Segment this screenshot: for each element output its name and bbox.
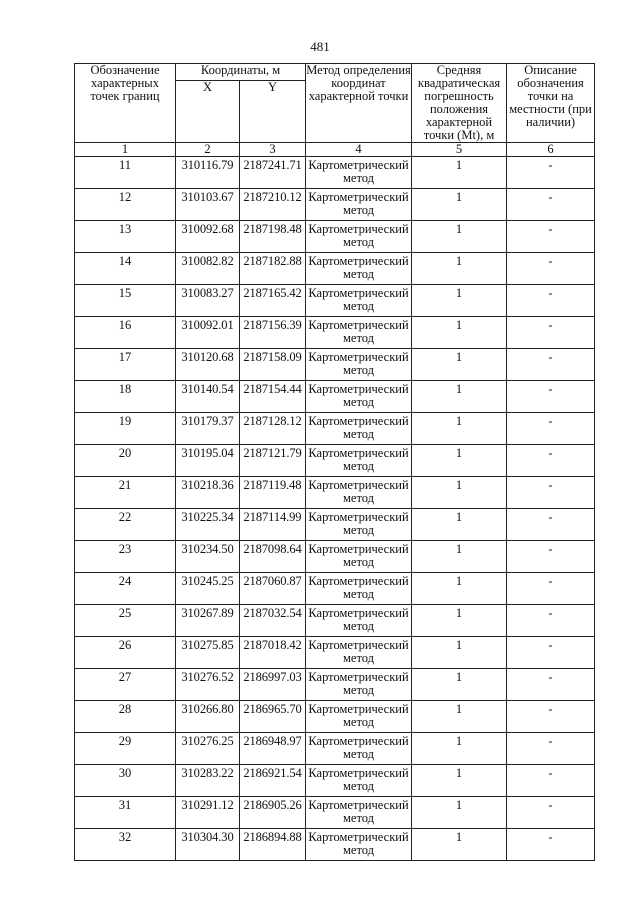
method-cell <box>306 477 412 509</box>
method-line-1: Картометрический <box>308 382 409 396</box>
method-cell <box>306 349 412 381</box>
method-line-1: Картометрический <box>308 798 409 812</box>
table-row <box>75 189 595 221</box>
method-line-1: Картометрический <box>308 606 409 620</box>
error-value: 1 <box>412 477 507 509</box>
point-number: 15 <box>75 285 176 317</box>
table-row <box>75 381 595 413</box>
table-row <box>75 541 595 573</box>
description-value: - <box>507 509 595 541</box>
method-line-2: метод <box>343 267 375 281</box>
header-error: Средняя квадратическая погрешность положения характерной точки (Mt), м <box>412 64 507 143</box>
point-number: 17 <box>75 349 176 381</box>
coordinate-y: 2187198.48 <box>240 221 306 253</box>
method-cell <box>306 765 412 797</box>
coordinate-x: 310275.85 <box>176 637 240 669</box>
coordinate-x: 310120.68 <box>176 349 240 381</box>
point-number: 30 <box>75 765 176 797</box>
description-value: - <box>507 349 595 381</box>
description-value: - <box>507 221 595 253</box>
header-row <box>75 64 595 81</box>
coordinate-y: 2187210.12 <box>240 189 306 221</box>
point-number: 12 <box>75 189 176 221</box>
coordinate-y: 2187018.42 <box>240 637 306 669</box>
point-number: 27 <box>75 669 176 701</box>
column-number: 4 <box>306 143 412 157</box>
header-x: X <box>176 81 240 143</box>
error-value: 1 <box>412 381 507 413</box>
method-line-2: метод <box>343 843 375 857</box>
coordinate-y: 2187060.87 <box>240 573 306 605</box>
point-number: 20 <box>75 445 176 477</box>
column-number: 2 <box>176 143 240 157</box>
method-line-1: Картометрический <box>308 766 409 780</box>
method-cell <box>306 541 412 573</box>
table-row <box>75 317 595 349</box>
method-line-2: метод <box>343 459 375 473</box>
coordinate-x: 310092.01 <box>176 317 240 349</box>
error-value: 1 <box>412 157 507 189</box>
method-line-2: метод <box>343 203 375 217</box>
point-number: 22 <box>75 509 176 541</box>
method-cell <box>306 573 412 605</box>
point-number: 16 <box>75 317 176 349</box>
coordinate-x: 310195.04 <box>176 445 240 477</box>
table-row <box>75 573 595 605</box>
table-row <box>75 797 595 829</box>
error-value: 1 <box>412 317 507 349</box>
table-row <box>75 477 595 509</box>
table-row <box>75 413 595 445</box>
table-row <box>75 605 595 637</box>
table-row <box>75 157 595 189</box>
table-row <box>75 733 595 765</box>
table-row <box>75 445 595 477</box>
method-line-1: Картометрический <box>308 414 409 428</box>
method-line-1: Картометрический <box>308 158 409 172</box>
coordinate-y: 2186905.26 <box>240 797 306 829</box>
method-line-1: Картометрический <box>308 350 409 364</box>
method-line-2: метод <box>343 811 375 825</box>
method-line-2: метод <box>343 683 375 697</box>
description-value: - <box>507 541 595 573</box>
coordinate-y: 2187098.64 <box>240 541 306 573</box>
point-number: 31 <box>75 797 176 829</box>
description-value: - <box>507 477 595 509</box>
coordinate-x: 310092.68 <box>176 221 240 253</box>
error-value: 1 <box>412 637 507 669</box>
point-number: 28 <box>75 701 176 733</box>
method-cell <box>306 829 412 861</box>
description-value: - <box>507 413 595 445</box>
description-value: - <box>507 157 595 189</box>
point-number: 24 <box>75 573 176 605</box>
coordinate-x: 310140.54 <box>176 381 240 413</box>
header-description: Описание обозначения точки на местности (при наличии) <box>507 64 595 143</box>
method-cell <box>306 285 412 317</box>
method-line-1: Картометрический <box>308 638 409 652</box>
point-number: 29 <box>75 733 176 765</box>
method-cell <box>306 381 412 413</box>
method-line-2: метод <box>343 491 375 505</box>
method-line-1: Картометрический <box>308 222 409 236</box>
method-line-1: Картометрический <box>308 574 409 588</box>
description-value: - <box>507 701 595 733</box>
error-value: 1 <box>412 253 507 285</box>
error-value: 1 <box>412 701 507 733</box>
description-value: - <box>507 765 595 797</box>
coordinate-x: 310225.34 <box>176 509 240 541</box>
table-row <box>75 253 595 285</box>
table-row <box>75 829 595 861</box>
method-line-1: Картометрический <box>308 702 409 716</box>
method-line-2: метод <box>343 555 375 569</box>
description-value: - <box>507 669 595 701</box>
error-value: 1 <box>412 829 507 861</box>
coordinate-x: 310276.25 <box>176 733 240 765</box>
method-cell <box>306 797 412 829</box>
error-value: 1 <box>412 189 507 221</box>
header-y: Y <box>240 81 306 143</box>
table-body <box>75 157 595 861</box>
method-line-1: Картометрический <box>308 734 409 748</box>
coordinate-y: 2186948.97 <box>240 733 306 765</box>
coordinate-x: 310083.27 <box>176 285 240 317</box>
description-value: - <box>507 829 595 861</box>
method-line-2: метод <box>343 235 375 249</box>
description-value: - <box>507 189 595 221</box>
column-number: 6 <box>507 143 595 157</box>
method-line-2: метод <box>343 363 375 377</box>
error-value: 1 <box>412 413 507 445</box>
error-value: 1 <box>412 605 507 637</box>
error-value: 1 <box>412 669 507 701</box>
method-line-1: Картометрический <box>308 446 409 460</box>
table-row <box>75 765 595 797</box>
error-value: 1 <box>412 765 507 797</box>
coordinate-x: 310266.80 <box>176 701 240 733</box>
description-value: - <box>507 797 595 829</box>
column-number: 3 <box>240 143 306 157</box>
coordinate-x: 310234.50 <box>176 541 240 573</box>
coordinate-x: 310291.12 <box>176 797 240 829</box>
coordinate-x: 310245.25 <box>176 573 240 605</box>
coordinate-y: 2187241.71 <box>240 157 306 189</box>
method-line-1: Картометрический <box>308 286 409 300</box>
description-value: - <box>507 605 595 637</box>
point-number: 19 <box>75 413 176 445</box>
coordinate-y: 2187119.48 <box>240 477 306 509</box>
coordinate-x: 310304.30 <box>176 829 240 861</box>
error-value: 1 <box>412 797 507 829</box>
method-line-1: Картометрический <box>308 254 409 268</box>
point-number: 13 <box>75 221 176 253</box>
description-value: - <box>507 445 595 477</box>
coordinate-x: 310267.89 <box>176 605 240 637</box>
method-line-1: Картометрический <box>308 542 409 556</box>
column-number-row <box>75 143 595 157</box>
coordinate-y: 2187158.09 <box>240 349 306 381</box>
description-value: - <box>507 381 595 413</box>
method-cell <box>306 637 412 669</box>
point-number: 32 <box>75 829 176 861</box>
method-line-2: метод <box>343 395 375 409</box>
coordinate-y: 2187128.12 <box>240 413 306 445</box>
method-line-1: Картометрический <box>308 318 409 332</box>
method-cell <box>306 733 412 765</box>
table-row <box>75 221 595 253</box>
method-line-2: метод <box>343 523 375 537</box>
header-method: Метод определения координат характерной точки <box>306 64 412 143</box>
column-number: 1 <box>75 143 176 157</box>
method-cell <box>306 445 412 477</box>
error-value: 1 <box>412 445 507 477</box>
point-number: 18 <box>75 381 176 413</box>
method-line-2: метод <box>343 427 375 441</box>
method-line-2: метод <box>343 651 375 665</box>
coordinate-x: 310103.67 <box>176 189 240 221</box>
coordinate-x: 310218.36 <box>176 477 240 509</box>
table-row <box>75 349 595 381</box>
error-value: 1 <box>412 221 507 253</box>
header-coordinates: Координаты, м <box>176 64 306 81</box>
method-line-2: метод <box>343 747 375 761</box>
table-row <box>75 669 595 701</box>
error-value: 1 <box>412 285 507 317</box>
method-cell <box>306 509 412 541</box>
method-line-2: метод <box>343 779 375 793</box>
coordinate-y: 2187182.88 <box>240 253 306 285</box>
error-value: 1 <box>412 733 507 765</box>
coordinates-table <box>74 63 595 861</box>
coordinate-y: 2187156.39 <box>240 317 306 349</box>
description-value: - <box>507 733 595 765</box>
table-row <box>75 285 595 317</box>
method-cell <box>306 157 412 189</box>
method-cell <box>306 669 412 701</box>
error-value: 1 <box>412 573 507 605</box>
table-row <box>75 637 595 669</box>
column-number: 5 <box>412 143 507 157</box>
coordinate-y: 2187114.99 <box>240 509 306 541</box>
page-number: 481 <box>310 39 330 54</box>
description-value: - <box>507 253 595 285</box>
coordinate-x: 310283.22 <box>176 765 240 797</box>
method-line-1: Картометрический <box>308 510 409 524</box>
point-number: 21 <box>75 477 176 509</box>
header-designation: Обозначение характерных точек границ <box>75 64 176 143</box>
method-line-1: Картометрический <box>308 478 409 492</box>
method-line-1: Картометрический <box>308 830 409 844</box>
coordinate-y: 2187165.42 <box>240 285 306 317</box>
coordinate-x: 310276.52 <box>176 669 240 701</box>
error-value: 1 <box>412 349 507 381</box>
method-cell <box>306 253 412 285</box>
point-number: 26 <box>75 637 176 669</box>
method-line-2: метод <box>343 331 375 345</box>
method-line-1: Картометрический <box>308 670 409 684</box>
point-number: 11 <box>75 157 176 189</box>
coordinate-x: 310179.37 <box>176 413 240 445</box>
coordinate-y: 2186997.03 <box>240 669 306 701</box>
coordinate-y: 2187121.79 <box>240 445 306 477</box>
method-line-2: метод <box>343 715 375 729</box>
coordinate-y: 2186894.88 <box>240 829 306 861</box>
error-value: 1 <box>412 509 507 541</box>
method-cell <box>306 605 412 637</box>
table-row <box>75 701 595 733</box>
error-value: 1 <box>412 541 507 573</box>
description-value: - <box>507 637 595 669</box>
description-value: - <box>507 573 595 605</box>
method-line-2: метод <box>343 587 375 601</box>
description-value: - <box>507 285 595 317</box>
method-line-2: метод <box>343 619 375 633</box>
method-cell <box>306 221 412 253</box>
method-line-2: метод <box>343 171 375 185</box>
coordinate-x: 310116.79 <box>176 157 240 189</box>
method-cell <box>306 317 412 349</box>
table-row <box>75 509 595 541</box>
coordinate-y: 2187154.44 <box>240 381 306 413</box>
point-number: 25 <box>75 605 176 637</box>
method-line-2: метод <box>343 299 375 313</box>
method-line-1: Картометрический <box>308 190 409 204</box>
description-value: - <box>507 317 595 349</box>
coordinate-x: 310082.82 <box>176 253 240 285</box>
method-cell <box>306 701 412 733</box>
coordinate-y: 2186965.70 <box>240 701 306 733</box>
method-cell <box>306 189 412 221</box>
point-number: 14 <box>75 253 176 285</box>
point-number: 23 <box>75 541 176 573</box>
method-cell <box>306 413 412 445</box>
coordinate-y: 2186921.54 <box>240 765 306 797</box>
coordinate-y: 2187032.54 <box>240 605 306 637</box>
